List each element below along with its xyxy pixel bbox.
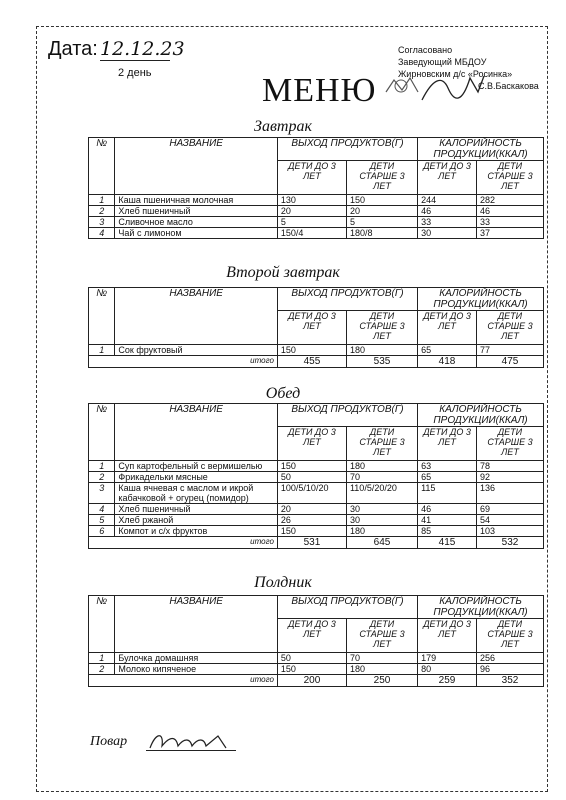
col-num-header: №	[89, 288, 115, 345]
row-num: 1	[89, 195, 115, 206]
menu-table	[88, 595, 544, 687]
table-row	[89, 461, 544, 472]
col-output-header: ВЫХОД ПРОДУКТОВ(Г)	[277, 404, 417, 427]
col-calories-header: КАЛОРИЙНОСТЬ ПРОДУКЦИИ(ККАЛ)	[418, 138, 544, 161]
row-num: 2	[89, 206, 115, 217]
col-old-header: ДЕТИ СТАРШЕ 3 ЛЕТ	[476, 427, 543, 461]
section-title: Завтрак	[254, 118, 312, 135]
total-row	[89, 356, 544, 368]
total-label: итого	[89, 675, 278, 687]
row-num: 4	[89, 504, 115, 515]
col-output-header: ВЫХОД ПРОДУКТОВ(Г)	[277, 596, 417, 619]
col-old-header: ДЕТИ СТАРШЕ 3 ЛЕТ	[476, 161, 543, 195]
col-name-header: НАЗВАНИЕ	[115, 404, 278, 461]
col-num-header: №	[89, 138, 115, 195]
col-num-header: №	[89, 596, 115, 653]
output-young: 20	[277, 206, 346, 217]
output-old: 70	[346, 472, 417, 483]
output-young: 150	[277, 526, 346, 537]
cal-young: 244	[418, 195, 477, 206]
output-old: 180	[346, 345, 417, 356]
table-row	[89, 515, 544, 526]
total-label: итого	[89, 356, 278, 368]
output-old: 70	[346, 653, 417, 664]
output-young: 50	[277, 472, 346, 483]
approval-line: Заведующий МБДОУ	[398, 57, 487, 67]
cal-old: 54	[476, 515, 543, 526]
total-value: 645	[346, 537, 417, 549]
table-row	[89, 504, 544, 515]
total-value: 259	[418, 675, 477, 687]
table-header-row	[89, 138, 544, 161]
col-output-header: ВЫХОД ПРОДУКТОВ(Г)	[277, 138, 417, 161]
table-row	[89, 472, 544, 483]
cal-old: 78	[476, 461, 543, 472]
date-label: Дата:	[48, 38, 98, 60]
cal-old: 103	[476, 526, 543, 537]
total-value: 475	[476, 356, 543, 368]
approval-line: Жирновским д/с «Росинка»	[398, 69, 513, 79]
cal-old: 96	[476, 664, 543, 675]
total-value: 415	[418, 537, 477, 549]
total-value: 200	[277, 675, 346, 687]
output-old: 180/8	[346, 228, 417, 239]
dish-name: Фрикадельки мясные	[115, 472, 278, 483]
col-young-header: ДЕТИ ДО 3 ЛЕТ	[418, 311, 477, 345]
cal-old: 92	[476, 472, 543, 483]
col-young-header: ДЕТИ ДО 3 ЛЕТ	[418, 427, 477, 461]
col-calories-header: КАЛОРИЙНОСТЬ ПРОДУКЦИИ(ККАЛ)	[418, 404, 544, 427]
output-old: 110/5/20/20	[346, 483, 417, 504]
cal-young: 30	[418, 228, 477, 239]
cook-signature-icon	[146, 728, 236, 754]
cal-young: 115	[418, 483, 477, 504]
output-young: 150/4	[277, 228, 346, 239]
cal-young: 80	[418, 664, 477, 675]
col-old-header: ДЕТИ СТАРШЕ 3 ЛЕТ	[346, 427, 417, 461]
col-young-header: ДЕТИ ДО 3 ЛЕТ	[418, 619, 477, 653]
section-title: Полдник	[254, 574, 312, 591]
table-row	[89, 653, 544, 664]
total-value: 352	[476, 675, 543, 687]
dish-name: Сок фруктовый	[115, 345, 278, 356]
output-young: 26	[277, 515, 346, 526]
output-young: 20	[277, 504, 346, 515]
dish-name: Хлеб ржаной	[115, 515, 278, 526]
col-calories-header: КАЛОРИЙНОСТЬ ПРОДУКЦИИ(ККАЛ)	[418, 288, 544, 311]
row-num: 5	[89, 515, 115, 526]
dish-name: Сливочное масло	[115, 217, 278, 228]
total-value: 250	[346, 675, 417, 687]
output-old: 180	[346, 461, 417, 472]
col-name-header: НАЗВАНИЕ	[115, 596, 278, 653]
row-num: 1	[89, 461, 115, 472]
output-old: 5	[346, 217, 417, 228]
cal-young: 85	[418, 526, 477, 537]
total-row	[89, 537, 544, 549]
col-calories-header: КАЛОРИЙНОСТЬ ПРОДУКЦИИ(ККАЛ)	[418, 596, 544, 619]
total-value: 532	[476, 537, 543, 549]
output-old: 30	[346, 504, 417, 515]
table-row	[89, 483, 544, 504]
date-value: 12.12.23	[100, 38, 185, 60]
menu-table	[88, 287, 544, 368]
output-young: 100/5/10/20	[277, 483, 346, 504]
output-old: 20	[346, 206, 417, 217]
dish-name: Каша пшеничная молочная	[115, 195, 278, 206]
table-row	[89, 664, 544, 675]
dish-name: Булочка домашняя	[115, 653, 278, 664]
table-row	[89, 228, 544, 239]
table-header-row	[89, 404, 544, 427]
day-label: 2 день	[118, 67, 152, 79]
output-young: 150	[277, 345, 346, 356]
output-young: 5	[277, 217, 346, 228]
cal-old: 136	[476, 483, 543, 504]
dish-name: Каша ячневая с маслом и икрой кабачковой + огурец (помидор)	[115, 483, 278, 504]
cal-young: 41	[418, 515, 477, 526]
dish-name: Хлеб пшеничный	[115, 504, 278, 515]
col-name-header: НАЗВАНИЕ	[115, 138, 278, 195]
output-young: 50	[277, 653, 346, 664]
col-output-header: ВЫХОД ПРОДУКТОВ(Г)	[277, 288, 417, 311]
output-old: 180	[346, 664, 417, 675]
cal-old: 256	[476, 653, 543, 664]
cal-old: 77	[476, 345, 543, 356]
row-num: 2	[89, 472, 115, 483]
row-num: 3	[89, 483, 115, 504]
section-title: Обед	[265, 385, 301, 402]
col-old-header: ДЕТИ СТАРШЕ 3 ЛЕТ	[476, 311, 543, 345]
col-young-header: ДЕТИ ДО 3 ЛЕТ	[277, 311, 346, 345]
output-young: 150	[277, 461, 346, 472]
dish-name: Чай с лимоном	[115, 228, 278, 239]
table-header-row	[89, 596, 544, 619]
row-num: 3	[89, 217, 115, 228]
col-young-header: ДЕТИ ДО 3 ЛЕТ	[277, 619, 346, 653]
row-num: 1	[89, 345, 115, 356]
total-value: 535	[346, 356, 417, 368]
total-row	[89, 675, 544, 687]
dish-name: Хлеб пшеничный	[115, 206, 278, 217]
col-young-header: ДЕТИ ДО 3 ЛЕТ	[277, 161, 346, 195]
col-old-header: ДЕТИ СТАРШЕ 3 ЛЕТ	[346, 161, 417, 195]
table-row	[89, 345, 544, 356]
cal-young: 65	[418, 345, 477, 356]
cal-old: 282	[476, 195, 543, 206]
total-label: итого	[89, 537, 278, 549]
approval-block	[398, 44, 539, 92]
table-row	[89, 195, 544, 206]
col-old-header: ДЕТИ СТАРШЕ 3 ЛЕТ	[476, 619, 543, 653]
section-title: Второй завтрак	[226, 264, 340, 281]
menu-title: МЕНЮ	[262, 72, 377, 109]
dish-name: Молоко кипяченое	[115, 664, 278, 675]
row-num: 6	[89, 526, 115, 537]
output-old: 180	[346, 526, 417, 537]
dish-name: Суп картофельный с вермишелью	[115, 461, 278, 472]
cal-young: 179	[418, 653, 477, 664]
cal-young: 33	[418, 217, 477, 228]
menu-table	[88, 137, 544, 239]
col-old-header: ДЕТИ СТАРШЕ 3 ЛЕТ	[346, 619, 417, 653]
row-num: 1	[89, 653, 115, 664]
table-header-row	[89, 288, 544, 311]
col-old-header: ДЕТИ СТАРШЕ 3 ЛЕТ	[346, 311, 417, 345]
table-row	[89, 526, 544, 537]
cal-old: 46	[476, 206, 543, 217]
cal-old: 69	[476, 504, 543, 515]
output-young: 130	[277, 195, 346, 206]
approval-line: С.В.Баскакова	[478, 81, 539, 91]
output-old: 30	[346, 515, 417, 526]
col-young-header: ДЕТИ ДО 3 ЛЕТ	[277, 427, 346, 461]
output-old: 150	[346, 195, 417, 206]
total-value: 418	[418, 356, 477, 368]
col-num-header: №	[89, 404, 115, 461]
cal-old: 37	[476, 228, 543, 239]
approval-line: Согласовано	[398, 45, 453, 55]
output-young: 150	[277, 664, 346, 675]
cal-young: 46	[418, 504, 477, 515]
menu-table	[88, 403, 544, 549]
cal-young: 46	[418, 206, 477, 217]
table-row	[89, 217, 544, 228]
row-num: 2	[89, 664, 115, 675]
cook-label: Повар	[90, 734, 128, 749]
cal-young: 63	[418, 461, 477, 472]
col-young-header: ДЕТИ ДО 3 ЛЕТ	[418, 161, 477, 195]
cal-old: 33	[476, 217, 543, 228]
total-value: 531	[277, 537, 346, 549]
col-name-header: НАЗВАНИЕ	[115, 288, 278, 345]
row-num: 4	[89, 228, 115, 239]
table-row	[89, 206, 544, 217]
total-value: 455	[277, 356, 346, 368]
dish-name: Компот и с/х фруктов	[115, 526, 278, 537]
cal-young: 65	[418, 472, 477, 483]
